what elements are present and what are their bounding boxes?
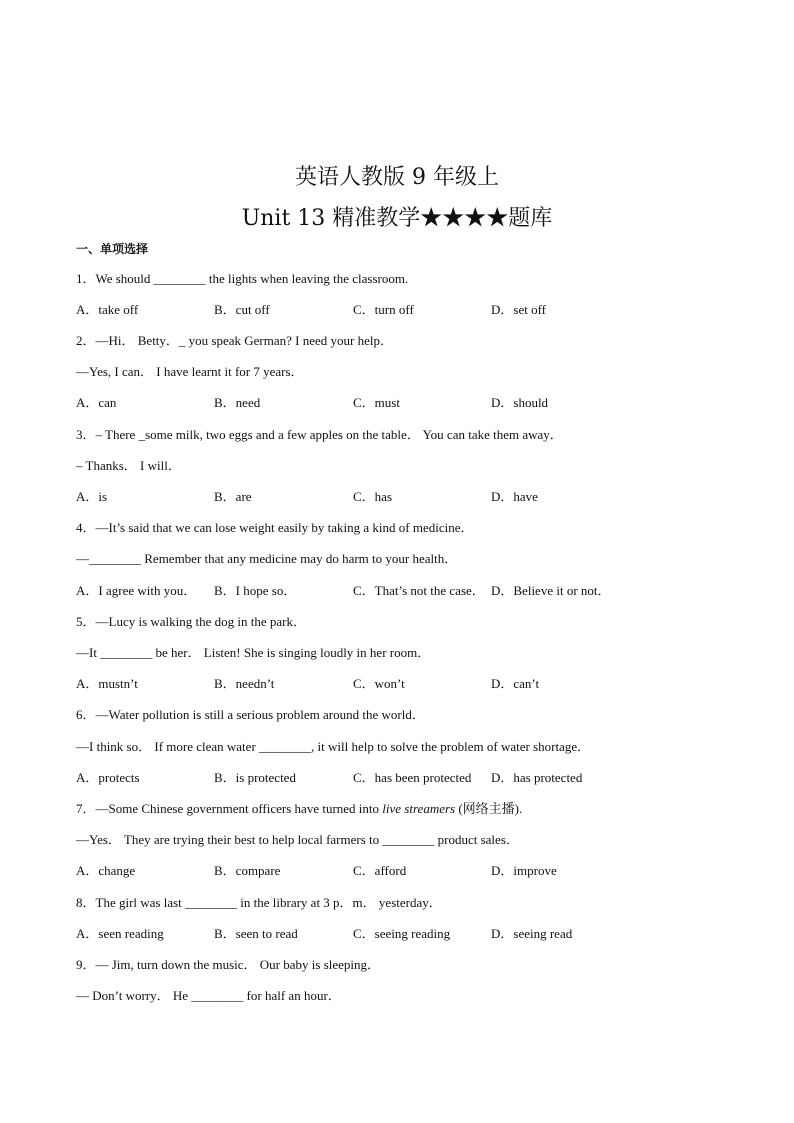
question-dialogue-line: – Thanks． I will． bbox=[76, 458, 181, 473]
answer-option: D．can’t bbox=[491, 676, 540, 691]
question-dialogue-line: —Yes, I can． I have learnt it for 7 years． bbox=[76, 364, 304, 379]
question-stem: 9．— Jim, turn down the music． Our baby is sleeping． bbox=[76, 957, 381, 972]
question-stem: 2．—Hi． Betty．_ you speak German? I need your help． bbox=[76, 333, 393, 348]
answer-option: B．cut off bbox=[214, 302, 270, 317]
answer-option: B．seen to read bbox=[214, 926, 298, 941]
answer-option: C．seeing reading bbox=[353, 926, 451, 941]
answer-option: D．Believe it or not． bbox=[491, 583, 611, 598]
question-dialogue-line: —________ Remember that any medicine may do harm to your health． bbox=[76, 551, 458, 566]
italic-term: live streamers bbox=[382, 801, 456, 816]
answer-option: A．I agree with you． bbox=[76, 583, 197, 598]
answer-option: A．seen reading bbox=[76, 926, 164, 941]
question-stem: 7．—Some Chinese government officers have turned into live streamers (网络主播). bbox=[76, 801, 523, 816]
question-dialogue-line: — Don’t worry． He ________ for half an hour． bbox=[76, 988, 341, 1003]
document-title: 英语人教版 9 年级上 bbox=[295, 165, 499, 190]
answer-option: B．need bbox=[214, 395, 261, 410]
answer-option: C．afford bbox=[353, 863, 407, 878]
question-stem: 5．—Lucy is walking the dog in the park． bbox=[76, 614, 306, 629]
question-stem: 1．We should ________ the lights when leaving the classroom. bbox=[76, 271, 409, 286]
answer-option: C．won’t bbox=[353, 676, 405, 691]
answer-option: A．can bbox=[76, 395, 117, 410]
question-dialogue-line: —Yes． They are trying their best to help local farmers to ________ product sales． bbox=[76, 832, 519, 847]
answer-option: C．That’s not the case． bbox=[353, 583, 485, 598]
document-subtitle: Unit 13 精准教学★★★★题库 bbox=[241, 206, 553, 231]
section-heading: 一、单项选择 bbox=[76, 242, 149, 256]
question-dialogue-line: —I think so． If more clean water ________, it will help to solve the problem of water shortage． bbox=[76, 739, 591, 754]
answer-option: A．is bbox=[76, 489, 108, 504]
question-stem: 4．—It’s said that we can lose weight easily by taking a kind of medicine． bbox=[76, 520, 474, 535]
question-dialogue-line: —It ________ be her． Listen! She is singing loudly in her room． bbox=[76, 645, 431, 660]
answer-option: A．mustn’t bbox=[76, 676, 138, 691]
question-stem: 8．The girl was last ________ in the library at 3 p．m． yesterday． bbox=[76, 895, 442, 910]
answer-option: B．are bbox=[214, 489, 252, 504]
answer-option: B．needn’t bbox=[214, 676, 275, 691]
answer-option: A．change bbox=[76, 863, 136, 878]
answer-option: C．must bbox=[353, 395, 400, 410]
answer-option: A．take off bbox=[76, 302, 139, 317]
answer-option: B．is protected bbox=[214, 770, 296, 785]
question-stem: 3．– There _some milk, two eggs and a few apples on the table． You can take them away． bbox=[76, 427, 563, 442]
answer-option: B．I hope so． bbox=[214, 583, 297, 598]
answer-option: D．improve bbox=[491, 863, 557, 878]
answer-option: C．turn off bbox=[353, 302, 414, 317]
answer-option: C．has bbox=[353, 489, 393, 504]
answer-option: C．has been protected bbox=[353, 770, 472, 785]
answer-option: D．set off bbox=[491, 302, 547, 317]
answer-option: D．should bbox=[491, 395, 549, 410]
answer-option: B．compare bbox=[214, 863, 281, 878]
answer-option: D．have bbox=[491, 489, 538, 504]
answer-option: D．has protected bbox=[491, 770, 583, 785]
answer-option: D．seeing read bbox=[491, 926, 573, 941]
question-stem: 6．—Water pollution is still a serious problem around the world． bbox=[76, 707, 425, 722]
answer-option: A．protects bbox=[76, 770, 140, 785]
